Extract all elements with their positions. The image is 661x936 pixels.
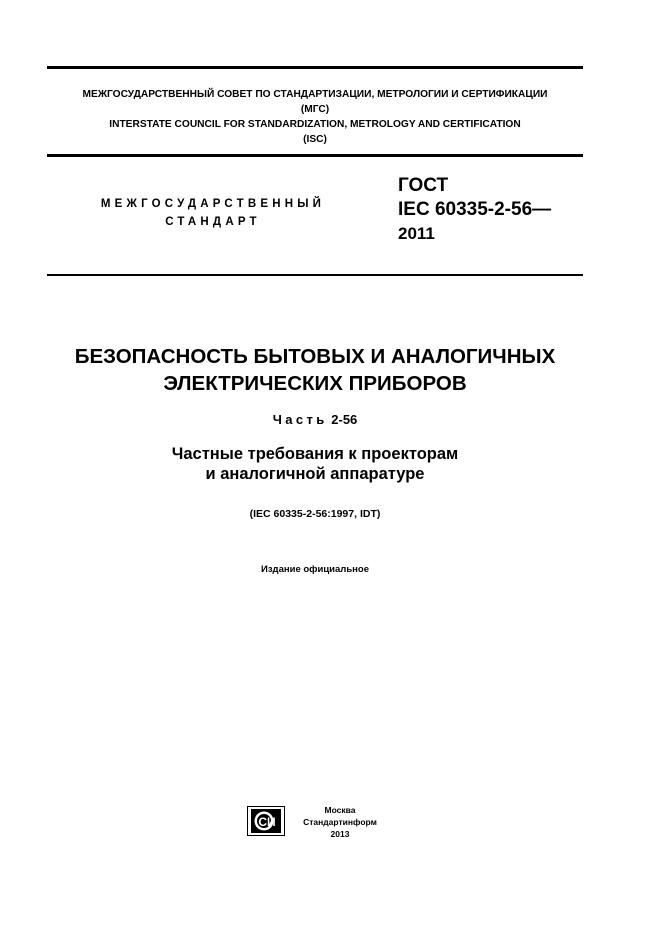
council-abbr-en: (ISC) [303, 134, 327, 145]
gost-label: ГОСТ [398, 175, 449, 196]
logo-text: СИ [258, 815, 276, 829]
council-name-en: INTERSTATE COUNCIL FOR STANDARDIZATION, METROLOGY AND CERTIFICATION [109, 119, 521, 130]
part-number: 2-56 [331, 412, 358, 427]
part-heading [20, 411, 610, 429]
top-rule [47, 66, 583, 69]
standard-type-line2: СТАНДАРТ [165, 216, 261, 228]
imprint-year: 2013 [330, 829, 350, 839]
header-divider [47, 154, 583, 157]
subtitle-line2: и аналогичной аппаратуре [205, 465, 425, 483]
council-name-ru: МЕЖГОСУДАРСТВЕННЫЙ СОВЕТ ПО СТАНДАРТИЗАЦИИ, МЕТРОЛОГИИ И СЕРТИФИКАЦИИ [82, 89, 548, 100]
designation-divider [47, 274, 583, 276]
title-line1: БЕЗОПАСНОСТЬ БЫТОВЫХ И АНАЛОГИЧНЫХ [74, 345, 556, 368]
standard-designation [398, 174, 551, 246]
document-title [20, 343, 610, 397]
standard-year: 2011 [398, 224, 435, 243]
part-label: Часть [272, 412, 328, 427]
standard-type [80, 195, 346, 231]
iec-reference: (IEC 60335-2-56:1997, IDT) [249, 508, 381, 520]
publisher-imprint [290, 804, 390, 840]
edition-note: Издание официальное [261, 564, 369, 575]
council-header [47, 87, 583, 147]
imprint-publisher: Стандартинформ [303, 817, 377, 827]
document-subtitle [20, 444, 610, 484]
subtitle-line1: Частные требования к проекторам [171, 445, 459, 463]
title-line2: ЭЛЕКТРИЧЕСКИХ ПРИБОРОВ [163, 372, 467, 395]
imprint-city: Москва [324, 805, 356, 815]
standartinform-logo-icon [247, 806, 285, 836]
council-abbr-ru: (МГС) [300, 104, 330, 115]
standard-number: IEC 60335-2-56— [398, 199, 552, 220]
standard-type-line1: МЕЖГОСУДАРСТВЕННЫЙ [100, 198, 326, 210]
